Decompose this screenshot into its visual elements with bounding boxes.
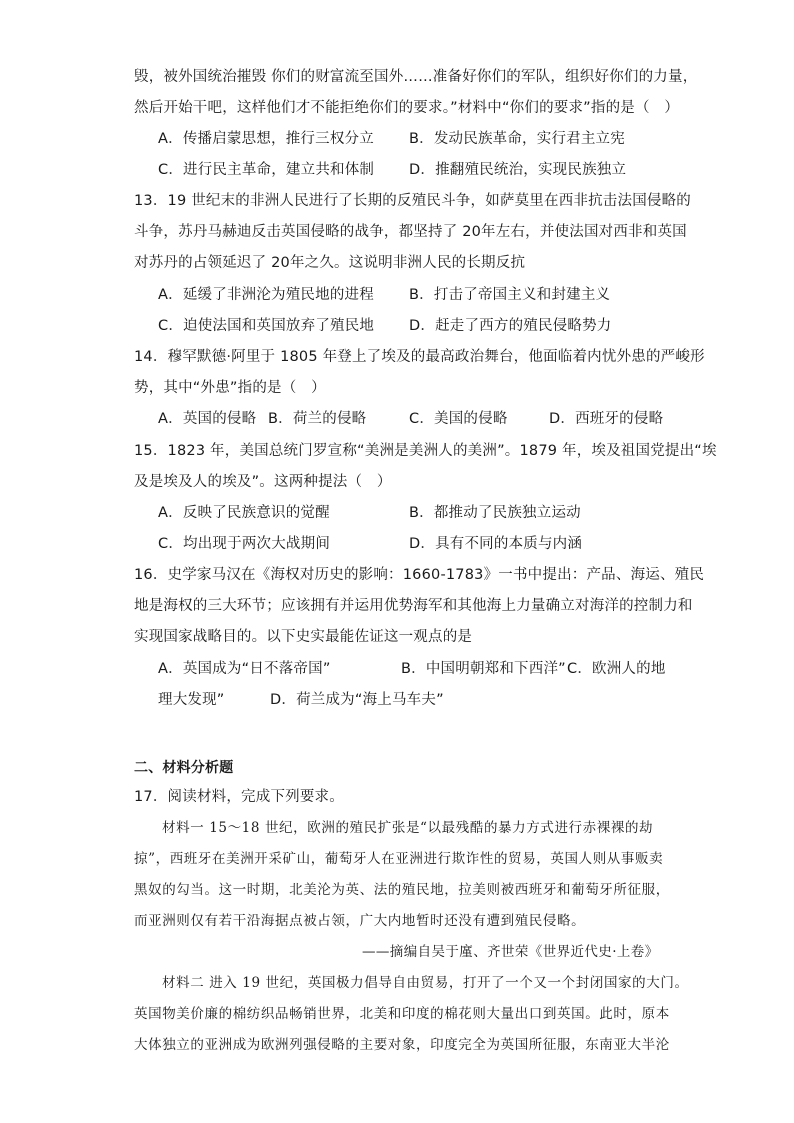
q12-text-line: 然后开始干吧，这样他们才不能拒绝你们的要求。”材料中“你们的要求”指的是（ ）	[134, 100, 680, 116]
material-two-line: 大体独立的亚洲成为欧洲列强侵略的主要对象，印度完全为英国所征服，东南亚大半沦	[134, 1037, 670, 1053]
material-one-source: ——摘编自吴于廑、齐世荣《世界近代史·上卷》	[362, 944, 659, 960]
q15-option-a[interactable]: A．反映了民族意识的觉醒	[158, 505, 330, 521]
q16-option-a[interactable]: A．英国成为“日不落帝国”	[158, 661, 331, 677]
q14-option-d[interactable]: D．西班牙的侵略	[549, 411, 664, 427]
q13-stem-line: 斗争，苏丹马赫迪反击英国侵略的战争，都坚持了 20年左右，并使法国对西非和英国	[134, 224, 687, 240]
q15-stem-line: 及是埃及人的埃及”。这两种提法（ ）	[134, 474, 392, 490]
material-one-line: 而亚洲则仅有若干沿海据点被占领，广大内地暂时还没有遭到殖民侵略。	[134, 913, 586, 929]
q15-option-d[interactable]: D．具有不同的本质与内涵	[409, 536, 583, 552]
q12-option-b[interactable]: B．发动民族革命，实行君主立宪	[409, 131, 625, 147]
q16-stem-line: 16．史学家马汉在《海权对历史的影响：1660-1783》一书中提出：产品、海运、殖民	[134, 567, 705, 583]
material-two-line: 材料二 进入 19 世纪，英国极力倡导自由贸易，打开了一个又一个封闭国家的大门。	[162, 975, 689, 991]
q16-option-b[interactable]: B．中国明朝郑和下西洋”	[401, 661, 566, 677]
material-two-line: 英国物美价廉的棉纺织品畅销世界，北美和印度的棉花则大量出口到英国。此时，原本	[134, 1006, 670, 1022]
q15-option-c[interactable]: C．均出现于两次大战期间	[158, 536, 331, 552]
q13-option-c[interactable]: C．迫使法国和英国放弃了殖民地	[158, 318, 375, 334]
q13-option-b[interactable]: B．打击了帝国主义和封建主义	[409, 287, 611, 303]
section-title: 二、材料分析题	[134, 760, 234, 776]
q14-option-a[interactable]: A．英国的侵略	[158, 411, 257, 427]
material-one-line: 材料一 15～18 世纪，欧洲的殖民扩张是“以最残酷的暴力方式进行赤裸裸的劫	[162, 820, 654, 836]
q12-option-d[interactable]: D．推翻殖民统治，实现民族独立	[409, 162, 627, 178]
q12-text-line: 毁，被外国统治摧毁 你们的财富流至国外……准备好你们的军队，组织好你们的力量，	[134, 69, 698, 85]
q12-option-a[interactable]: A．传播启蒙思想，推行三权分立	[158, 131, 374, 147]
q13-stem-line: 13．19 世纪末的非洲人民进行了长期的反殖民斗争，如萨莫里在西非抗击法国侵略的	[134, 193, 692, 209]
q15-stem-line: 15．1823 年，美国总统门罗宣称“美洲是美洲人的美洲”。1879 年，埃及祖国党提出“埃	[134, 443, 717, 459]
q16-option-c[interactable]: C．欧洲人的地	[567, 661, 666, 677]
q17-instruction: 17．阅读材料，完成下列要求。	[134, 789, 344, 805]
material-one-line: 掠”，西班牙在美洲开采矿山，葡萄牙人在亚洲进行欺诈性的贸易，英国人则从事贩卖	[134, 851, 664, 867]
q16-stem-line: 地是海权的三大环节；应该拥有并运用优势海军和其他海上力量确立对海洋的控制力和	[134, 598, 693, 614]
q13-option-a[interactable]: A．延缓了非洲沦为殖民地的进程	[158, 287, 374, 303]
material-one-line: 黑奴的勾当。这一时期，北美沦为英、法的殖民地，拉美则被西班牙和葡萄牙所征服，	[134, 882, 670, 898]
q14-stem-line: 势，其中“外患”指的是（ ）	[134, 380, 326, 396]
q14-option-b[interactable]: B．荷兰的侵略	[268, 411, 367, 427]
q12-option-c[interactable]: C．进行民主革命，建立共和体制	[158, 162, 375, 178]
q16-stem-line: 实现国家战略目的。以下史实最能佐证这一观点的是	[134, 629, 473, 645]
q16-option-d[interactable]: D．荷兰成为“海上马车夫”	[270, 692, 444, 708]
q13-stem-line: 对苏丹的占领延迟了 20年之久。这说明非洲人民的长期反抗	[134, 255, 526, 271]
q13-option-d[interactable]: D．赶走了西方的殖民侵略势力	[409, 318, 612, 334]
q16-option-c-continued: 理大发现”	[158, 692, 225, 708]
q14-stem-line: 14．穆罕默德·阿里于 1805 年登上了埃及的最高政治舞台，他面临着内忧外患的严峻形	[134, 349, 705, 365]
q15-option-b[interactable]: B．都推动了民族独立运动	[409, 505, 581, 521]
q14-option-c[interactable]: C．美国的侵略	[409, 411, 508, 427]
